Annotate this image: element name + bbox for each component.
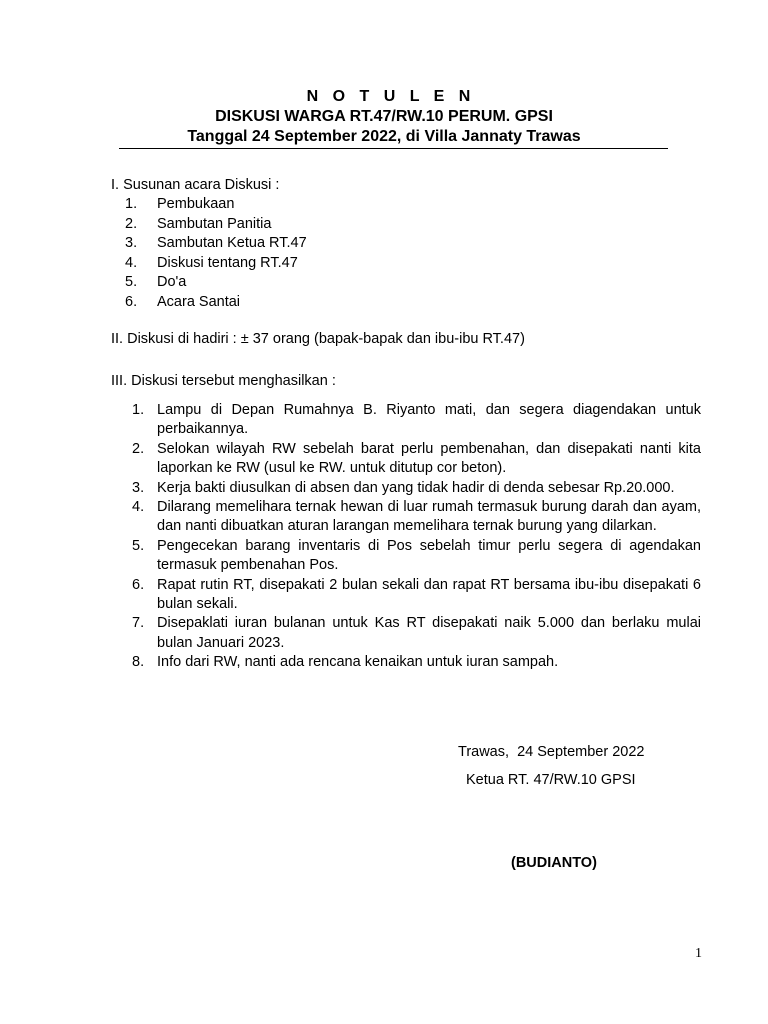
list-label: Sambutan Panitia [157, 215, 272, 232]
list-text: Disepaklati iuran bulanan untuk Kas RT disepakati naik 5.000 dan berlaku mulai bulan Januari 2023. [157, 615, 701, 651]
list-number: 5. [125, 274, 138, 290]
list-text: Pengecekan barang inventaris di Pos sebelah timur perlu segera di agendakan termasuk pembenahan Pos. [157, 537, 701, 574]
list-item [130, 653, 701, 672]
list-number: 4. [125, 254, 138, 271]
results-heading: III. Diskusi tersebut menghasilkan : [111, 373, 336, 389]
attendance-text: II. Diskusi di hadiri : ± 37 orang (bapak-bapak dan ibu-ibu RT.47) [111, 331, 525, 347]
list-item [130, 576, 701, 615]
list-text: Rapat rutin RT, disepakati 2 bulan sekali dan rapat RT bersama ibu-ibu disepakati 6 bulan sekali. [157, 576, 701, 613]
results-list [130, 401, 701, 673]
signature-name: (BUDIANTO) [511, 855, 597, 871]
list-number: 6. [132, 576, 145, 593]
document-subtitle: DISKUSI WARGA RT.47/RW.10 PERUM. GPSI [215, 108, 553, 125]
signature-place-date: Trawas, 24 September 2022 [458, 744, 645, 760]
list-item [130, 537, 701, 576]
list-label: Acara Santai [157, 293, 241, 310]
list-label: Pembukaan [157, 196, 235, 212]
list-number: 1. [125, 196, 138, 212]
list-text: Selokan wilayah RW sebelah barat perlu pembenahan, dan disepakati nanti kita laporkan ke RW (usul ke RW. untuk ditutup cor beton). [157, 440, 701, 477]
list-text: Info dari RW, nanti ada rencana kenaikan untuk iuran sampah. [157, 654, 559, 671]
list-item [130, 479, 701, 498]
list-number: 2. [125, 215, 138, 232]
list-number: 8. [132, 654, 145, 671]
list-number: 7. [132, 615, 145, 632]
list-item [130, 614, 701, 653]
page-number: 1 [695, 946, 702, 961]
list-number: 5. [132, 537, 145, 554]
list-item [130, 440, 701, 479]
document-date-line: Tanggal 24 September 2022, di Villa Jannaty Trawas [187, 128, 581, 145]
list-number: 4. [132, 499, 145, 516]
list-item [130, 498, 701, 537]
list-number: 3. [132, 479, 145, 496]
list-text: Kerja bakti diusulkan di absen dan yang tidak hadir di denda sebesar Rp.20.000. [157, 479, 675, 496]
list-number: 6. [125, 293, 138, 310]
list-text: Lampu di Depan Rumahnya B. Riyanto mati, dan segera diagendakan untuk perbaikannya. [157, 402, 701, 438]
list-text: Dilarang memelihara ternak hewan di luar rumah termasuk burung darah dan ayam, dan nanti dibuatkan aturan larangan memelihara ternak burung yang dilarkan. [157, 499, 701, 535]
list-label: Do'a [157, 274, 187, 290]
signature-role: Ketua RT. 47/RW.10 GPSI [466, 772, 636, 788]
header-underline [119, 148, 668, 149]
list-number: 3. [125, 235, 138, 251]
document-title: N O T U L E N [306, 88, 476, 105]
list-label: Diskusi tentang RT.47 [157, 254, 298, 271]
list-item [130, 401, 701, 440]
list-number: 2. [132, 440, 145, 457]
agenda-heading: I. Susunan acara Diskusi : [111, 177, 280, 193]
list-number: 1. [132, 402, 145, 418]
list-label: Sambutan Ketua RT.47 [157, 235, 307, 251]
